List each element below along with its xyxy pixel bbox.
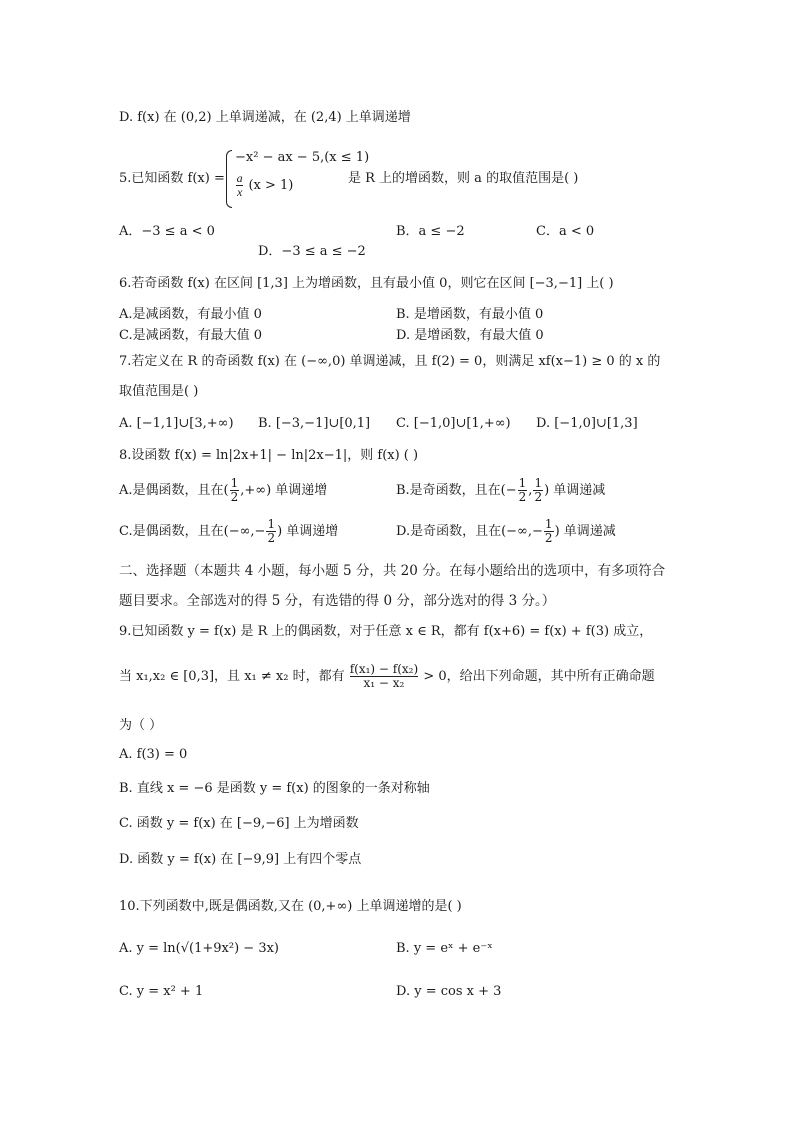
q7-option-b: B. [−3,−1]∪[0,1] <box>258 416 371 431</box>
q8-d-pre: D.是奇函数，且在(−∞,− <box>396 524 543 539</box>
q7-stem-line2: 取值范围是( ) <box>119 384 199 399</box>
q9-stem-line3: 为（ ） <box>119 718 163 733</box>
q8-c-post: ) 单调递增 <box>277 524 339 539</box>
q8-option-b: B.是奇函数，且在(− $\frac{1}{2}$ , $\frac{1}{2}$ ) 单调递减 <box>396 476 606 504</box>
q5-piece2-num: a <box>236 171 243 185</box>
q7-option-c: C. [−1,0]∪[1,+∞) <box>396 416 511 431</box>
q5-piece2-cond: (x > 1) <box>248 178 294 193</box>
q9-stem-line2 <box>119 663 655 690</box>
q10-option-d: D. y = cos x + 3 <box>396 984 502 999</box>
section2-heading-line1: 二、选择题（本题共 4 小题，每小题 5 分，共 20 分。在每小题给出的选项中，有多项符合 <box>119 563 666 579</box>
q5-option-d: D．−3 ≤ a ≤ −2 <box>258 244 366 259</box>
q5-piece2 <box>235 172 293 199</box>
q6-option-a: A.是减函数，有最小值 0 <box>119 307 262 322</box>
q5-piecewise-brace <box>226 150 232 208</box>
q5-piece2-den: x <box>237 185 243 199</box>
q8-d-den: 2 <box>544 531 553 545</box>
q8-c-num: 1 <box>267 517 276 531</box>
q9-stem2-pre: 当 x₁,x₂ ∈ [0,3]，且 x₁ ≠ x₂ 时，都有 <box>119 669 345 684</box>
q8-a-num: 1 <box>230 476 239 490</box>
q8-stem: 8.设函数 f(x) = ln|2x+1| − ln|2x−1|，则 f(x) ( ) <box>119 448 419 463</box>
q6-stem: 6.若奇函数 f(x) 在区间 [1,3] 上为增函数，且有最小值 0，则它在区间 [−3,−1] 上( ) <box>119 276 614 291</box>
q10-option-c: C. y = x² + 1 <box>119 984 204 999</box>
q5-stem-pre: 5.已知函数 f(x) = <box>119 171 225 186</box>
q9-option-a: A. f(3) = 0 <box>119 747 188 762</box>
q9-stem-line1: 9.已知函数 y = f(x) 是 R 上的偶函数，对于任意 x ∈ R，都有 f(x+6) = f(x) + f(3) 成立， <box>119 624 653 639</box>
section2-heading-line2: 题目要求。全部选对的得 5 分，有选错的得 0 分，部分选对的得 3 分。） <box>119 593 556 609</box>
q10-stem: 10.下列函数中,既是偶函数,又在 (0,+∞) 上单调递增的是( ) <box>119 899 462 914</box>
q4-option-d: D. f(x) 在 (0,2) 上单调递减，在 (2,4) 上单调递增 <box>119 110 411 125</box>
q9-option-d: D. 函数 y = f(x) 在 [−9,9] 上有四个零点 <box>119 852 362 867</box>
q8-b-pre: B.是奇函数，且在(− <box>396 483 517 498</box>
q8-b-num1: 1 <box>518 476 527 490</box>
q8-c-pre: C.是偶函数，且在(−∞,− <box>119 524 266 539</box>
q8-option-d <box>396 518 616 545</box>
q9-frac-den: x₁ − x₂ <box>350 676 418 690</box>
q8-b-num2: 1 <box>534 476 543 490</box>
q8-d-num: 1 <box>544 517 553 531</box>
q9-option-b: B. 直线 x = −6 是函数 y = f(x) 的图象的一条对称轴 <box>119 781 430 796</box>
q8-option-c <box>119 518 338 545</box>
q8-a-post: ,+∞) 单调递增 <box>240 483 328 498</box>
q5-option-a: A．−3 ≤ a < 0 <box>119 224 215 239</box>
q6-option-c: C.是减函数，有最大值 0 <box>119 328 263 343</box>
q7-option-a: A. [−1,1]∪[3,+∞) <box>119 416 234 431</box>
q8-b-den2: 2 <box>534 490 543 504</box>
q5-option-b: B．a ≤ −2 <box>396 224 465 239</box>
q8-c-den: 2 <box>267 531 276 545</box>
q9-stem2-post: > 0，给出下列命题，其中所有正确命题 <box>423 669 655 684</box>
q8-b-den1: 2 <box>518 490 527 504</box>
q6-option-b: B. 是增函数，有最小值 0 <box>396 307 544 322</box>
q8-a-pre: A.是偶函数，且在( <box>119 483 229 498</box>
q8-d-post: ) 单调递减 <box>554 524 616 539</box>
q8-a-den: 2 <box>230 490 239 504</box>
q9-option-c: C. 函数 y = f(x) 在 [−9,−6] 上为增函数 <box>119 816 359 831</box>
q8-b-post: ) 单调递减 <box>544 483 606 498</box>
q9-frac-num: f(x₁) − f(x₂) <box>349 662 419 676</box>
q10-option-a: A. y = ln(√(1+9x²) − 3x) <box>119 941 279 956</box>
q6-option-d: D. 是增函数，有最大值 0 <box>396 328 544 343</box>
q5-stem-post: 是 R 上的增函数，则 a 的取值范围是( ) <box>348 171 579 186</box>
q5-piece1: −x² − ax − 5,(x ≤ 1) <box>235 150 370 165</box>
q7-option-d: D. [−1,0]∪[1,3] <box>536 416 638 431</box>
q7-stem-line1: 7.若定义在 R 的奇函数 f(x) 在 (−∞,0) 单调递减，且 f(2) = 0，则满足 xf(x−1) ≥ 0 的 x 的 <box>119 354 661 369</box>
q5-option-c: C．a < 0 <box>536 224 595 239</box>
q8-option-a <box>119 477 327 504</box>
q10-option-b: B. y = eˣ + e⁻ˣ <box>396 941 493 956</box>
